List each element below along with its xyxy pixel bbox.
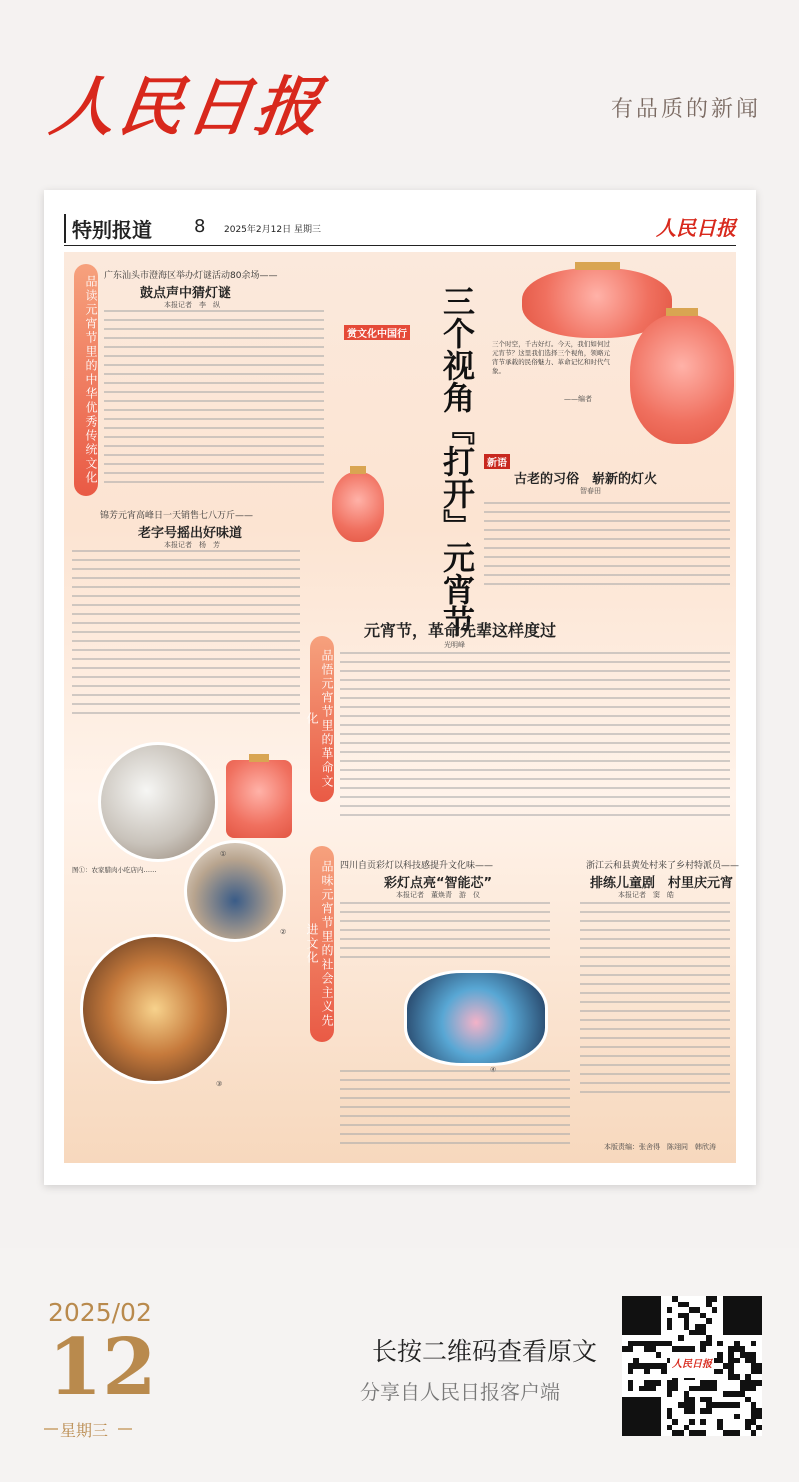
qr-module: [661, 1369, 667, 1375]
qr-center-logo: 人民日报: [670, 1352, 714, 1378]
qr-module: [712, 1307, 718, 1313]
qr-module: [684, 1408, 690, 1414]
qr-module: [650, 1346, 656, 1352]
date-year-month: 2025/02: [48, 1298, 152, 1327]
qr-instruction: 长按二维码查看原文: [372, 1337, 598, 1366]
side-label-traditional: 品读元宵节里的中华优秀传统文化: [74, 264, 98, 496]
qr-module: [745, 1425, 751, 1431]
page-number: 8: [194, 216, 206, 237]
lantern-decoration: [630, 314, 734, 444]
qr-module: [717, 1402, 723, 1408]
date-day: 12: [48, 1322, 157, 1413]
story5-body: [340, 902, 550, 968]
qr-module: [628, 1386, 634, 1392]
qr-module: [678, 1430, 684, 1436]
qr-module: [706, 1402, 712, 1408]
qr-module: [684, 1324, 690, 1330]
qr-module: [650, 1341, 656, 1347]
qr-module: [706, 1335, 712, 1341]
qr-module: [628, 1341, 634, 1347]
qr-module: [756, 1363, 762, 1369]
story5-byline: 本报记者 董焕青 游 仪: [396, 891, 480, 899]
qr-finder: [622, 1397, 661, 1436]
app-header: [0, 0, 799, 160]
qr-module: [628, 1346, 634, 1352]
qr-module: [644, 1363, 650, 1369]
story1-title: 鼓点声中猜灯谜: [140, 286, 232, 301]
qr-module: [706, 1408, 712, 1414]
qr-module: [734, 1430, 740, 1436]
qr-module: [689, 1408, 695, 1414]
qr-module: [751, 1386, 757, 1392]
qr-module: [684, 1313, 690, 1319]
story4-title: 元宵节，革命先辈这样度过: [364, 621, 557, 640]
qr-module: [695, 1330, 701, 1336]
story3-body: [484, 502, 730, 598]
qr-module: [672, 1419, 678, 1425]
qr-finder: [622, 1296, 661, 1335]
qr-module: [644, 1341, 650, 1347]
qr-module: [728, 1369, 734, 1375]
qr-module: [756, 1414, 762, 1420]
qr-module: [684, 1302, 690, 1308]
date-weekday: 星期三: [60, 1421, 109, 1440]
qr-module: [639, 1341, 645, 1347]
qr-module: [700, 1313, 706, 1319]
qr-module: [644, 1380, 650, 1386]
tagline: 有品质的新闻: [610, 97, 761, 122]
qr-module: [734, 1402, 740, 1408]
qr-module: [756, 1425, 762, 1431]
qr-module: [734, 1358, 740, 1364]
editor-sign: ——编者: [564, 395, 592, 403]
qr-module: [712, 1386, 718, 1392]
qr-module: [684, 1402, 690, 1408]
qr-module: [734, 1346, 740, 1352]
qr-module: [728, 1374, 734, 1380]
qr-module: [695, 1324, 701, 1330]
story1-byline: 本报记者 李 纵: [164, 301, 220, 309]
story6-body: [580, 902, 730, 1112]
qr-module: [656, 1363, 662, 1369]
qr-module: [633, 1341, 639, 1347]
qr-module: [751, 1369, 757, 1375]
qr-module: [712, 1380, 718, 1386]
qr-module: [678, 1313, 684, 1319]
qr-module: [740, 1352, 746, 1358]
page-header: [64, 212, 736, 246]
qr-module: [751, 1414, 757, 1420]
qr-module: [706, 1386, 712, 1392]
story6-byline: 本报记者 窦 皓: [618, 891, 674, 899]
newspaper-page[interactable]: [44, 190, 756, 1185]
qr-module: [656, 1380, 662, 1386]
lantern-decoration: [332, 472, 384, 542]
qr-module: [745, 1374, 751, 1380]
qr-module: [678, 1302, 684, 1308]
divider: [44, 1428, 58, 1430]
story6-title: 排练儿童剧 村里庆元宵: [590, 876, 734, 891]
qr-code-icon[interactable]: [622, 1296, 762, 1436]
qr-module: [756, 1408, 762, 1414]
qr-module: [667, 1408, 673, 1414]
side-label-socialist: 品味元宵节里的社会主义先进文化: [310, 846, 334, 1042]
qr-module: [700, 1430, 706, 1436]
story4-body: [340, 652, 730, 832]
qr-module: [740, 1391, 746, 1397]
qr-module: [717, 1352, 723, 1358]
qr-module: [700, 1324, 706, 1330]
qr-module: [667, 1324, 673, 1330]
qr-module: [751, 1380, 757, 1386]
story2-title: 老字号摇出好味道: [138, 526, 243, 541]
qr-module: [723, 1430, 729, 1436]
qr-module: [751, 1419, 757, 1425]
page-credits: 本版责编：张舍得 陈翊同 韩欣涛: [604, 1143, 716, 1151]
photo-caption: 图①：农家腊肉小吃店内……: [72, 866, 157, 874]
qr-module: [667, 1318, 673, 1324]
qr-module: [656, 1352, 662, 1358]
story2-body: [72, 550, 300, 730]
qr-module: [672, 1296, 678, 1302]
feature-main-title: 三个视角『打开』元宵节: [438, 285, 476, 637]
page-date: 2025年2月12日 星期三: [224, 225, 321, 235]
qr-module: [717, 1369, 723, 1375]
qr-module: [717, 1358, 723, 1364]
qr-module: [650, 1380, 656, 1386]
photo-2-circle[interactable]: [184, 840, 286, 942]
qr-module: [751, 1430, 757, 1436]
qr-module: [706, 1380, 712, 1386]
qr-module: [706, 1296, 712, 1302]
divider: [118, 1428, 132, 1430]
qr-module: [667, 1391, 673, 1397]
qr-module: [717, 1425, 723, 1431]
qr-module: [644, 1369, 650, 1375]
lantern-decoration: [226, 760, 292, 838]
qr-module: [689, 1330, 695, 1336]
qr-module: [712, 1402, 718, 1408]
qr-module: [700, 1386, 706, 1392]
qr-module: [751, 1352, 757, 1358]
qr-module: [661, 1341, 667, 1347]
newsword-tag: 新语: [484, 454, 510, 469]
qr-module: [745, 1397, 751, 1403]
qr-module: [728, 1358, 734, 1364]
photo-4-circle[interactable]: [404, 970, 548, 1066]
qr-module: [628, 1363, 634, 1369]
qr-module: [650, 1386, 656, 1392]
qr-module: [678, 1335, 684, 1341]
qr-module: [689, 1430, 695, 1436]
qr-module: [672, 1380, 678, 1386]
qr-module: [706, 1397, 712, 1403]
qr-module: [728, 1402, 734, 1408]
qr-module: [700, 1408, 706, 1414]
culture-seal: 赏文化中国行: [344, 325, 410, 340]
qr-module: [656, 1341, 662, 1347]
qr-module: [717, 1341, 723, 1347]
qr-module: [751, 1358, 757, 1364]
qr-module: [745, 1380, 751, 1386]
qr-module: [745, 1386, 751, 1392]
qr-module: [706, 1318, 712, 1324]
qr-module: [678, 1402, 684, 1408]
qr-module: [695, 1386, 701, 1392]
qr-module: [689, 1386, 695, 1392]
qr-module: [712, 1296, 718, 1302]
story2-kicker: 锦芳元宵高峰日一天销售七八万斤——: [100, 511, 254, 521]
qr-module: [751, 1363, 757, 1369]
qr-module: [672, 1430, 678, 1436]
qr-module: [700, 1330, 706, 1336]
qr-module: [689, 1419, 695, 1425]
qr-module: [661, 1363, 667, 1369]
qr-module: [695, 1430, 701, 1436]
qr-module: [700, 1380, 706, 1386]
photo-3-circle[interactable]: [80, 934, 230, 1084]
story6-kicker: 浙江云和县黄处村来了乡村特派员——: [586, 861, 740, 871]
story5-body-cont: [340, 1070, 570, 1160]
photo-mark-3: ③: [216, 1080, 223, 1088]
story4-byline: 光明峰: [444, 641, 465, 649]
qr-module: [723, 1363, 729, 1369]
qr-module: [667, 1307, 673, 1313]
qr-module: [700, 1397, 706, 1403]
story1-kicker: 广东汕头市澄海区举办灯谜活动80余场——: [104, 271, 278, 281]
qr-module: [689, 1397, 695, 1403]
qr-module: [633, 1358, 639, 1364]
story1-body: [104, 310, 324, 494]
qr-module: [689, 1402, 695, 1408]
story3-byline: 智春田: [580, 487, 601, 495]
story2-byline: 本报记者 杨 芳: [164, 541, 220, 549]
qr-module: [700, 1341, 706, 1347]
qr-module: [667, 1341, 673, 1347]
qr-module: [745, 1358, 751, 1364]
story3-title: 古老的习俗 崭新的灯火: [514, 472, 658, 487]
photo-1-circle[interactable]: [98, 742, 218, 862]
qr-module: [684, 1318, 690, 1324]
qr-module: [644, 1386, 650, 1392]
photo-mark-1: ①: [220, 850, 227, 858]
photo-mark-2: ②: [280, 928, 287, 936]
share-source: 分享自人民日报客户端: [360, 1380, 560, 1404]
qr-module: [667, 1425, 673, 1431]
qr-module: [728, 1352, 734, 1358]
qr-module: [745, 1419, 751, 1425]
qr-module: [728, 1391, 734, 1397]
qr-module: [700, 1419, 706, 1425]
qr-module: [756, 1369, 762, 1375]
qr-module: [644, 1346, 650, 1352]
editor-intro: 三个时空，千古好灯。今天，我们如何过元宵节？这里我们选择三个视角，领略元宵节承载的民俗魅力、革命记忆和时代气象。: [492, 340, 610, 375]
people-daily-logo: 人民日报: [45, 70, 329, 145]
qr-module: [622, 1346, 628, 1352]
qr-module: [650, 1363, 656, 1369]
qr-module: [734, 1414, 740, 1420]
qr-module: [756, 1380, 762, 1386]
qr-module: [751, 1402, 757, 1408]
qr-module: [728, 1430, 734, 1436]
story5-title: 彩灯点亮“智能芯”: [384, 876, 493, 891]
qr-module: [723, 1402, 729, 1408]
qr-module: [628, 1369, 634, 1375]
qr-module: [667, 1386, 673, 1392]
qr-module: [633, 1363, 639, 1369]
qr-module: [723, 1391, 729, 1397]
qr-finder: [723, 1296, 762, 1335]
story5-kicker: 四川自贡彩灯以科技感提升文化味——: [340, 861, 494, 871]
side-label-revolutionary: 品悟元宵节里的革命文化: [310, 636, 334, 802]
qr-module: [728, 1363, 734, 1369]
qr-module: [639, 1363, 645, 1369]
masthead-mini-logo: 人民日报: [656, 216, 736, 240]
qr-module: [628, 1380, 634, 1386]
section-title: 特别报道: [64, 214, 152, 243]
qr-module: [751, 1408, 757, 1414]
qr-module: [706, 1302, 712, 1308]
qr-module: [728, 1346, 734, 1352]
qr-module: [734, 1341, 740, 1347]
qr-module: [684, 1397, 690, 1403]
qr-module: [684, 1391, 690, 1397]
qr-module: [684, 1425, 690, 1431]
qr-module: [740, 1380, 746, 1386]
qr-module: [740, 1346, 746, 1352]
qr-module: [734, 1374, 740, 1380]
qr-module: [639, 1386, 645, 1392]
qr-module: [751, 1341, 757, 1347]
qr-module: [695, 1307, 701, 1313]
qr-module: [689, 1307, 695, 1313]
qr-module: [734, 1391, 740, 1397]
qr-module: [667, 1414, 673, 1420]
qr-module: [745, 1352, 751, 1358]
qr-module: [672, 1386, 678, 1392]
qr-module: [706, 1341, 712, 1347]
qr-module: [717, 1419, 723, 1425]
qr-module: [667, 1380, 673, 1386]
qr-module: [740, 1386, 746, 1392]
